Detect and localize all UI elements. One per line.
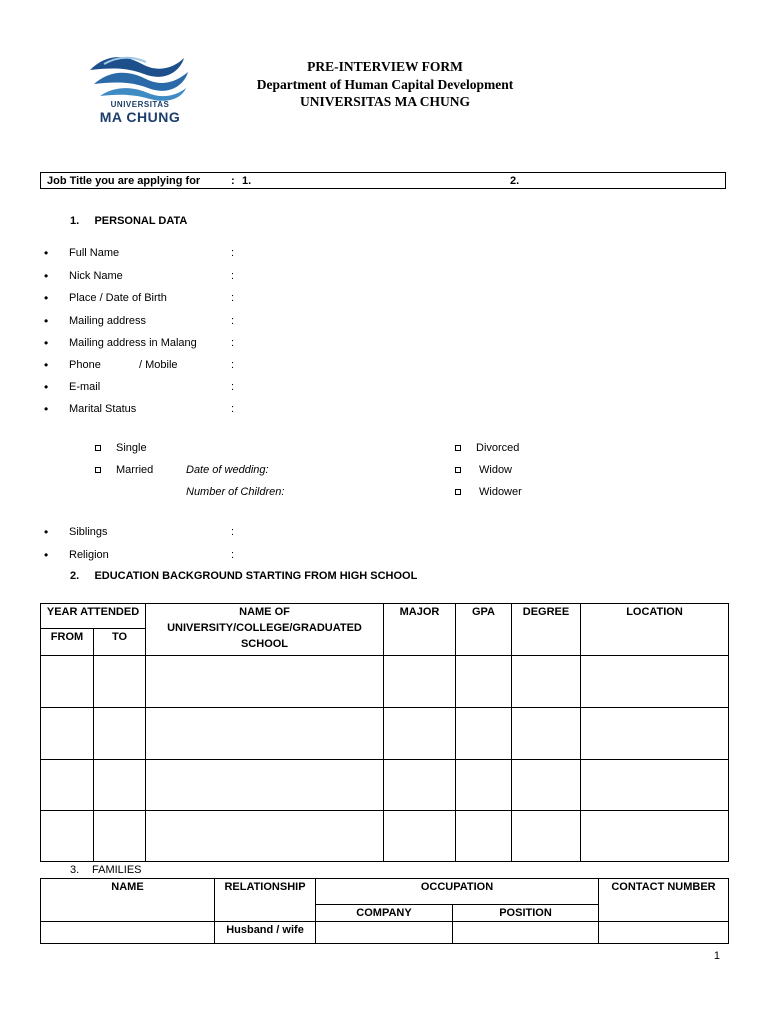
table-cell[interactable] bbox=[146, 656, 384, 708]
table-cell[interactable] bbox=[384, 656, 456, 708]
table-cell[interactable] bbox=[581, 760, 729, 811]
nick-name-label: Nick Name bbox=[69, 270, 123, 282]
from-header: FROM bbox=[41, 629, 94, 656]
email-label: E-mail bbox=[69, 381, 101, 393]
marital-status-colon: : bbox=[231, 403, 235, 415]
table-cell[interactable] bbox=[41, 656, 94, 708]
form-title: PRE-INTERVIEW FORM bbox=[307, 59, 463, 74]
religion-label: Religion bbox=[69, 549, 109, 561]
table-cell[interactable] bbox=[581, 708, 729, 760]
logo-line1: UNIVERSITAS bbox=[110, 100, 170, 109]
table-cell[interactable] bbox=[41, 760, 94, 811]
table-cell[interactable] bbox=[146, 760, 384, 811]
date-of-wedding-label: Date of wedding: bbox=[186, 464, 269, 476]
table-cell[interactable] bbox=[581, 656, 729, 708]
table-row bbox=[41, 708, 729, 760]
school-name-header: NAME OF UNIVERSITY/COLLEGE/GRADUATED SCHOOL bbox=[146, 604, 384, 656]
department-name: Department of Human Capital Development bbox=[256, 77, 514, 92]
widow-checkbox[interactable] bbox=[455, 467, 461, 473]
table-cell[interactable] bbox=[456, 708, 512, 760]
table-cell[interactable] bbox=[456, 656, 512, 708]
widower-label: Widower bbox=[479, 486, 522, 498]
contact-number-header: CONTACT NUMBER bbox=[599, 879, 729, 922]
bullet: • bbox=[44, 402, 49, 416]
phone-colon: : bbox=[231, 359, 235, 371]
logo-line2: MA CHUNG bbox=[99, 109, 181, 125]
section-families: FAMILIES bbox=[92, 864, 142, 876]
location-header: LOCATION bbox=[581, 604, 729, 656]
bullet: • bbox=[44, 314, 49, 328]
full-name-label: Full Name bbox=[69, 247, 120, 259]
table-cell[interactable] bbox=[384, 811, 456, 862]
degree-header: DEGREE bbox=[512, 604, 581, 656]
table-cell[interactable] bbox=[456, 760, 512, 811]
religion-colon: : bbox=[231, 549, 235, 561]
page-number: 1 bbox=[713, 950, 720, 962]
married-label: Married bbox=[116, 464, 154, 476]
major-header: MAJOR bbox=[384, 604, 456, 656]
table-cell[interactable] bbox=[94, 656, 146, 708]
widower-checkbox[interactable] bbox=[455, 489, 461, 495]
table-cell[interactable] bbox=[94, 811, 146, 862]
divorced-checkbox[interactable] bbox=[455, 445, 461, 451]
bullet: • bbox=[44, 525, 49, 539]
table-cell[interactable] bbox=[512, 760, 581, 811]
table-cell[interactable] bbox=[384, 708, 456, 760]
bullet: • bbox=[44, 336, 49, 350]
bullet: • bbox=[44, 380, 49, 394]
bullet: • bbox=[44, 358, 49, 372]
table-row bbox=[41, 922, 729, 944]
table-cell[interactable] bbox=[94, 760, 146, 811]
divorced-label: Divorced bbox=[476, 442, 520, 454]
job-title-label: Job Title you are applying for bbox=[47, 175, 201, 187]
married-checkbox[interactable] bbox=[95, 467, 101, 473]
marital-status-label: Marital Status bbox=[69, 403, 137, 415]
section-education: 2. EDUCATION BACKGROUND STARTING FROM HIGH SCHOOL bbox=[70, 570, 418, 582]
job-title-colon: : bbox=[231, 175, 235, 187]
section-families-number: 3. bbox=[70, 864, 80, 876]
table-cell[interactable] bbox=[146, 811, 384, 862]
full-name-colon: : bbox=[231, 247, 235, 259]
table-cell[interactable] bbox=[581, 811, 729, 862]
university-name: UNIVERSITAS MA CHUNG bbox=[299, 94, 471, 109]
table-cell[interactable] bbox=[453, 922, 599, 944]
mailing-address-colon: : bbox=[231, 315, 235, 327]
relationship-header: RELATIONSHIP bbox=[215, 879, 316, 922]
email-colon: : bbox=[231, 381, 235, 393]
table-cell[interactable] bbox=[94, 708, 146, 760]
siblings-label: Siblings bbox=[69, 526, 108, 538]
table-cell[interactable] bbox=[512, 708, 581, 760]
education-table bbox=[40, 603, 729, 862]
mailing-address-label: Mailing address bbox=[69, 315, 147, 327]
mobile-label: / Mobile bbox=[139, 359, 178, 371]
job-option-1: 1. bbox=[242, 175, 252, 187]
table-cell[interactable] bbox=[41, 922, 215, 944]
section-personal-data: 1. PERSONAL DATA bbox=[70, 215, 188, 227]
table-row bbox=[41, 656, 729, 708]
bullet: • bbox=[44, 269, 49, 283]
families-table bbox=[40, 878, 729, 944]
year-attended-header: YEAR ATTENDED bbox=[41, 604, 146, 629]
table-cell[interactable] bbox=[41, 811, 94, 862]
position-header: POSITION bbox=[453, 905, 599, 922]
table-row bbox=[41, 811, 729, 862]
phone-label: Phone bbox=[69, 359, 101, 371]
number-of-children-label: Number of Children: bbox=[186, 486, 285, 498]
company-header: COMPANY bbox=[316, 905, 453, 922]
gpa-header: GPA bbox=[456, 604, 512, 656]
widow-label: Widow bbox=[479, 464, 513, 476]
job-option-2: 2. bbox=[510, 175, 520, 187]
siblings-colon: : bbox=[231, 526, 235, 538]
place-dob-label: Place / Date of Birth bbox=[69, 292, 167, 304]
mailing-malang-label: Mailing address in Malang bbox=[69, 337, 197, 349]
to-header: TO bbox=[94, 629, 146, 656]
bullet: • bbox=[44, 548, 49, 562]
table-cell[interactable] bbox=[41, 708, 94, 760]
bullet: • bbox=[44, 291, 49, 305]
table-cell[interactable] bbox=[599, 922, 729, 944]
bullet: • bbox=[44, 246, 49, 260]
husband-wife-label: Husband / wife bbox=[215, 922, 316, 944]
occupation-header: OCCUPATION bbox=[316, 879, 599, 905]
table-cell[interactable] bbox=[316, 922, 453, 944]
table-cell[interactable] bbox=[384, 760, 456, 811]
job-title-box[interactable] bbox=[40, 172, 726, 189]
table-cell[interactable] bbox=[456, 811, 512, 862]
nick-name-colon: : bbox=[231, 270, 235, 282]
table-row bbox=[41, 760, 729, 811]
mailing-malang-colon: : bbox=[231, 337, 235, 349]
single-checkbox[interactable] bbox=[95, 445, 101, 451]
table-cell[interactable] bbox=[512, 811, 581, 862]
place-dob-colon: : bbox=[231, 292, 235, 304]
single-label: Single bbox=[116, 442, 147, 454]
table-cell[interactable] bbox=[512, 656, 581, 708]
name-header: NAME bbox=[41, 879, 215, 922]
table-cell[interactable] bbox=[146, 708, 384, 760]
